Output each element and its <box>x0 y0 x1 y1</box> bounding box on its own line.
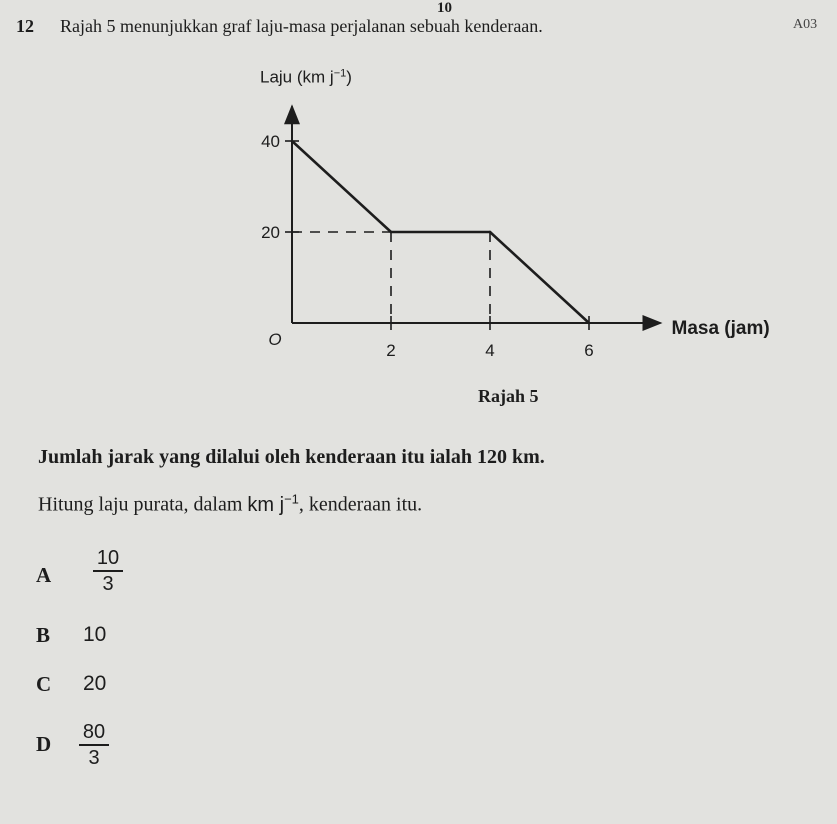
option-d-denominator: 3 <box>88 747 100 769</box>
option-c-value[interactable]: 20 <box>83 672 107 695</box>
option-c-letter[interactable]: C <box>36 672 52 696</box>
fraction-bar <box>93 570 123 572</box>
instruction-text: Hitung laju purata, dalam <box>38 493 248 516</box>
page-number: 10 <box>437 0 452 16</box>
x-tick-label: 6 <box>584 341 594 360</box>
option-a-numerator: 10 <box>96 547 120 569</box>
unit-text: km $j^{-1}$ <box>247 491 299 516</box>
figure-caption: Rajah 5 <box>478 386 539 406</box>
x-tick-label: 4 <box>485 341 495 360</box>
y-axis-label: Laju (km $j^{-1}$) <box>260 67 352 87</box>
question-instruction <box>38 491 422 517</box>
option-a-denominator: 3 <box>102 573 114 595</box>
origin-label: O <box>268 330 282 349</box>
question-number: 12 <box>16 16 34 36</box>
graph-segment <box>490 232 589 323</box>
graph-segment <box>292 141 391 232</box>
paper-code: A03 <box>793 17 818 32</box>
option-b-value[interactable]: 10 <box>83 623 107 646</box>
option-a-fraction[interactable] <box>93 547 123 595</box>
question-text: Rajah 5 menunjukkan graf laju-masa perjalanan sebuah kenderaan. <box>60 16 543 36</box>
option-b-letter[interactable]: B <box>36 623 51 647</box>
option-d-fraction[interactable] <box>79 721 109 769</box>
y-tick-label: 40 <box>261 132 280 151</box>
option-d-letter[interactable]: D <box>36 732 52 756</box>
instruction-end-text: , kenderaan itu. <box>298 493 423 516</box>
x-axis-label: Masa (jam) <box>671 318 770 339</box>
x-tick-label: 2 <box>386 341 396 360</box>
y-tick-label: 20 <box>261 223 280 242</box>
option-a-letter[interactable]: A <box>36 563 52 587</box>
fraction-bar <box>79 744 109 746</box>
option-d-numerator: 80 <box>82 721 106 743</box>
given-distance-statement: Jumlah jarak yang dilalui oleh kenderaan itu ialah 120 km. <box>38 446 545 468</box>
